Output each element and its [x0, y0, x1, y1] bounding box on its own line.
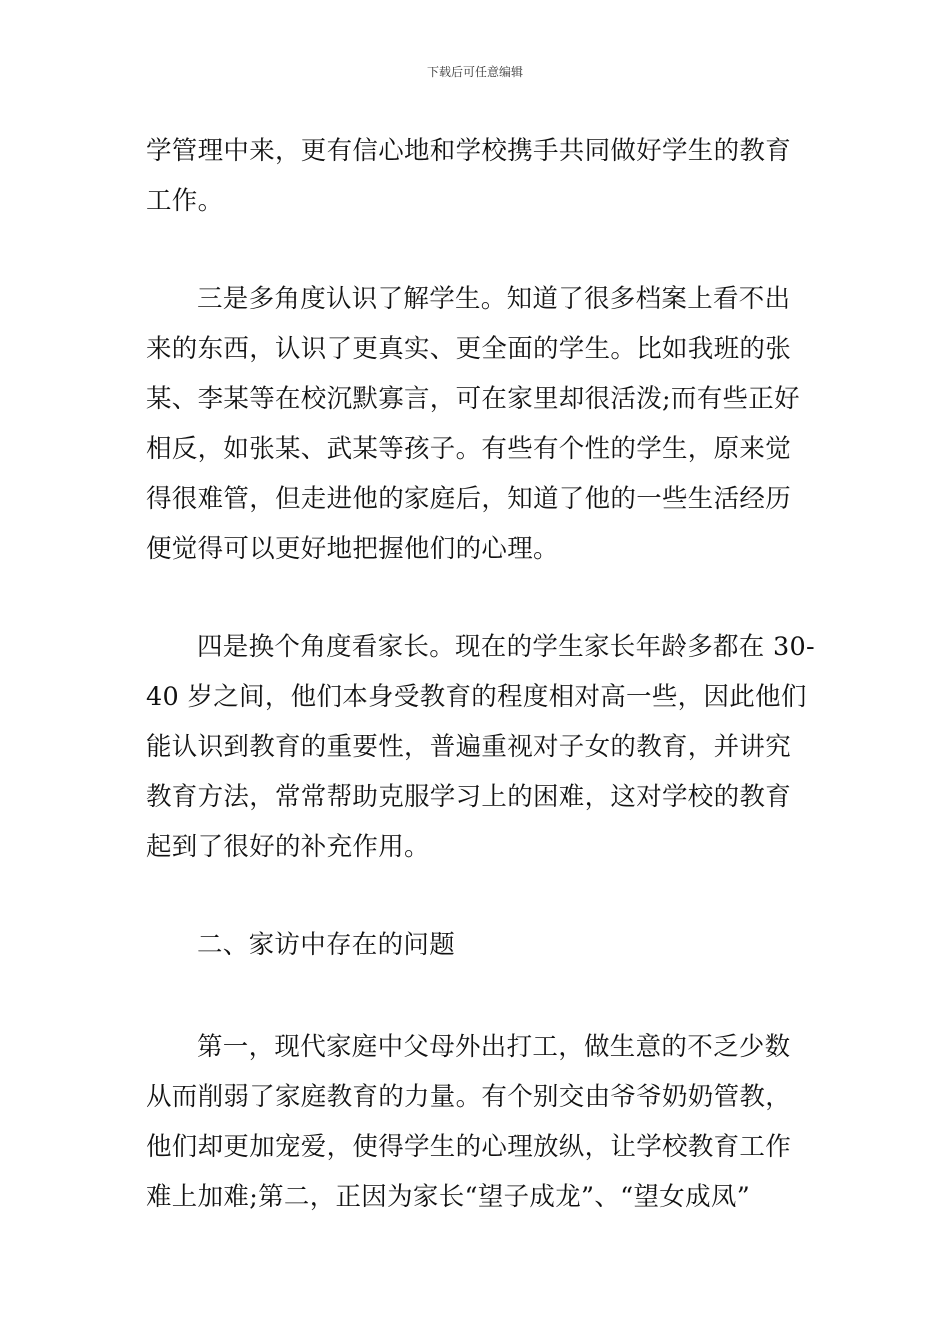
paragraph-view-parents — [146, 622, 815, 872]
text-line: 难上加难;第二，正因为家长“望子成龙”、“望女成凤” — [146, 1182, 751, 1212]
text-line: 来的东西，认识了更真实、更全面的学生。比如我班的张 — [146, 334, 792, 364]
text-line: 第一，现代家庭中父母外出打工，做生意的不乏少数 — [197, 1032, 791, 1062]
paragraph-continuation — [146, 126, 806, 226]
text-line: 相反，如张某、武某等孩子。有些有个性的学生，原来觉 — [146, 434, 792, 464]
paragraph-problems — [146, 1022, 806, 1222]
text-line: 从而削弱了家庭教育的力量。有个别交由爷爷奶奶管教， — [146, 1082, 792, 1112]
paragraph-understand-students — [146, 274, 806, 574]
page-header: 下载后可任意编辑 — [426, 65, 523, 79]
text-line: 学管理中来，更有信心地和学校携手共同做好学生的教育 — [146, 136, 792, 166]
text-line: 得很难管，但走进他的家庭后，知道了他的一些生活经历 — [146, 484, 792, 514]
section-heading — [146, 920, 806, 970]
text-line: 他们却更加宠爱，使得学生的心理放纵，让学校教育工作 — [146, 1132, 792, 1162]
text-line: 某、李某等在校沉默寡言，可在家里却很活泼;而有些正好 — [146, 384, 800, 414]
text-line: 能认识到教育的重要性，普遍重视对子女的教育，并讲究 — [146, 732, 792, 762]
text-line: 三是多角度认识了解学生。知道了很多档案上看不出 — [197, 284, 791, 314]
text-line: 40 岁之间，他们本身受教育的程度相对高一些，因此他们 — [146, 682, 807, 712]
text-line: 便觉得可以更好地把握他们的心理。 — [146, 534, 559, 564]
heading-line: 二、家访中存在的问题 — [197, 930, 456, 960]
text-line: 工作。 — [146, 186, 224, 216]
text-line: 教育方法，常常帮助克服学习上的困难，这对学校的教育 — [146, 782, 792, 812]
text-line: 起到了很好的补充作用。 — [146, 832, 430, 862]
text-line: 四是换个角度看家长。现在的学生家长年龄多都在 30- — [197, 632, 815, 662]
